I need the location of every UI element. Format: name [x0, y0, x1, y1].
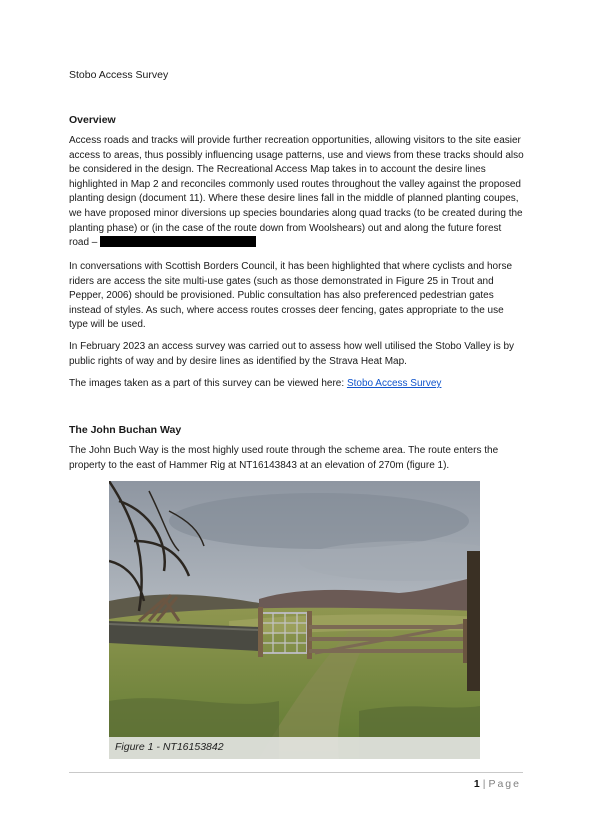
figure-1-photo [109, 481, 480, 759]
survey-link-intro: The images taken as a part of this survey can be viewed here: [69, 378, 347, 389]
overview-paragraph-2: In conversations with Scottish Borders Council, it has been highlighted that where cyclists and horse riders are access the site multi-use gates (such as those demonstrated in Figure 25 in Trout and Pepper, 2006) should be provisioned. Public consultation has also preferenced pedestrian gates instead of styles. As such, where access routes crosses deer fencing, gates appropriate to the use type will be used. [69, 261, 513, 331]
landscape-photo-illustration [109, 481, 480, 759]
figure-1-caption: Figure 1 - NT16153842 [115, 741, 224, 753]
overview-paragraph-4 [69, 377, 524, 392]
john-buchan-heading: The John Buchan Way [69, 424, 182, 436]
john-buchan-paragraph: The John Buch Way is the most highly used route through the scheme area. The route enters the property to the east of Hammer Rig at NT16143843 at an elevation of 270m (figure 1). [69, 445, 499, 471]
page-footer [474, 778, 521, 790]
redaction-bar [100, 236, 256, 247]
overview-paragraph-1 [69, 134, 524, 251]
page-label: Page [488, 778, 521, 790]
survey-link[interactable]: Stobo Access Survey [346, 378, 442, 389]
footer-separator: | [482, 778, 486, 790]
document-title: Stobo Access Survey [69, 69, 169, 81]
overview-paragraph-3: In February 2023 an access survey was carried out to assess how well utilised the Stobo Valley is by public rights of way and by desire lines as identified by the Strava Heat Map. [69, 341, 515, 367]
page-number: 1 [473, 778, 480, 790]
overview-heading: Overview [69, 114, 116, 126]
footer-divider [69, 772, 523, 773]
figure-caption-bar [109, 737, 480, 759]
overview-paragraph-1-text: Access roads and tracks will provide further recreation opportunities, allowing visitors to the site easier access to areas, thus possibly influencing usage patterns, use and views from these tracks should also be considered in the design. The Recreational Access Map takes in to account the desire lines highlighted in Map 2 and reconciles commonly used routes throughout the valley against the proposed planting design (document 11). Where these desire lines fall in the middle of planned planting coupes, we have proposed minor diversions up species boundaries along quad tracks (to be created during the planting phase) or (in the case of the route down from Woolshears) out and along the future forest road – [69, 135, 524, 249]
